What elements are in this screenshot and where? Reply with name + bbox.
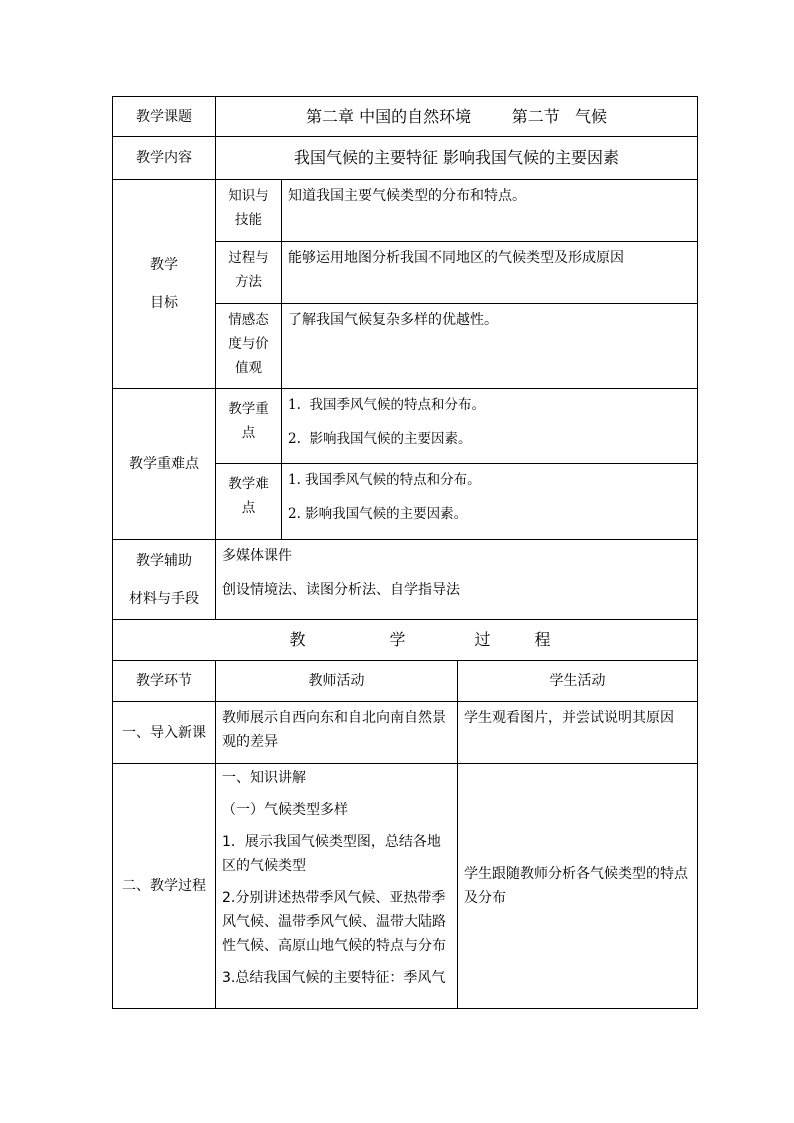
- goal-label-knowledge: [216, 180, 282, 242]
- process-title-char: 过: [474, 630, 491, 649]
- goal-label-line: 度与价: [228, 336, 269, 352]
- goals-label: [113, 180, 216, 389]
- stage-main: 二、教学过程: [113, 764, 216, 1009]
- process-title-row: [113, 620, 698, 661]
- goal-label-line: 情感态: [228, 312, 269, 328]
- goals-label-line1: 教学: [150, 257, 178, 273]
- lesson-plan-table: [112, 96, 698, 1009]
- focus-item: 1. 我国季风气候的特点和分布。: [288, 397, 485, 413]
- process-header-row: [113, 661, 698, 702]
- col-teacher: 教师活动: [216, 661, 458, 702]
- process-title-char: 学: [389, 630, 406, 649]
- process-row-main: [113, 764, 698, 1009]
- goal-row-knowledge: [113, 180, 698, 242]
- goal-label-emotion: [216, 304, 282, 389]
- topic-row: [113, 97, 698, 137]
- col-stage: 教学环节: [113, 661, 216, 702]
- process-row-intro: [113, 702, 698, 764]
- process-title: [113, 620, 698, 661]
- goal-label-line: 知识与: [228, 188, 269, 204]
- teacher-step: 3.总结我国气候的主要特征：季风气: [222, 970, 446, 986]
- goal-label-line: 过程与: [228, 250, 269, 266]
- goal-text-emotion: 了解我国气候复杂多样的优越性。: [282, 304, 698, 389]
- col-student: 学生活动: [458, 661, 698, 702]
- goal-label-line: 值观: [235, 360, 262, 376]
- difficulty-label-line: 点: [241, 500, 256, 516]
- student-main: 学生跟随教师分析各气候类型的特点及分布: [458, 764, 698, 1009]
- focus-label-line: 教学重: [228, 401, 269, 417]
- content-row: [113, 137, 698, 180]
- focus-label-line: 点: [241, 425, 256, 441]
- topic-value: 第二章 中国的自然环境 第二节 气候: [216, 97, 698, 137]
- aids-list: [216, 540, 698, 620]
- teacher-step: 一、知识讲解: [222, 770, 306, 786]
- goal-text-process: 能够运用地图分析我国不同地区的气候类型及形成原因: [282, 242, 698, 304]
- teacher-step: （一）气候类型多样: [222, 802, 348, 818]
- teacher-step: 2.分别讲述热带季风气候、亚热带季风气候、温带季风气候、温带大陆路性气候、高原山地气候的特点与分布: [222, 890, 446, 954]
- difficulty-label-line: 教学难: [228, 476, 269, 492]
- focus-item: 2. 影响我国气候的主要因素。: [288, 431, 472, 447]
- aids-label-line: 材料与手段: [129, 590, 199, 607]
- topic-label: 教学课题: [113, 97, 216, 137]
- difficulty-item: 1. 我国季风气候的特点和分布。: [288, 472, 481, 488]
- focus-list: [282, 389, 698, 464]
- aids-label: [113, 540, 216, 620]
- process-title-char: 教: [289, 630, 306, 649]
- process-title-char: 程: [534, 630, 551, 649]
- keypoints-label: 教学重难点: [113, 389, 216, 540]
- difficulty-item: 2. 影响我国气候的主要因素。: [288, 506, 468, 522]
- goal-label-line: 方法: [235, 274, 262, 290]
- stage-intro: 一、导入新课: [113, 702, 216, 764]
- content-label: 教学内容: [113, 137, 216, 180]
- goal-text-knowledge: 知道我国主要气候类型的分布和特点。: [282, 180, 698, 242]
- aids-item: 多媒体课件: [222, 548, 292, 564]
- focus-row: [113, 389, 698, 464]
- goal-label-process: [216, 242, 282, 304]
- teacher-main: [216, 764, 458, 1009]
- focus-label: [216, 389, 282, 464]
- goals-label-line2: 目标: [150, 295, 178, 311]
- aids-item: 创设情境法、读图分析法、自学指导法: [222, 582, 460, 598]
- difficulty-label: [216, 464, 282, 540]
- teacher-intro: 教师展示自西向东和自北向南自然景观的差异: [216, 702, 458, 764]
- student-intro: 学生观看图片，并尝试说明其原因: [458, 702, 698, 764]
- content-value: 我国气候的主要特征 影响我国气候的主要因素: [216, 137, 698, 180]
- difficulty-list: [282, 464, 698, 540]
- aids-row: [113, 540, 698, 620]
- goal-label-line: 技能: [235, 212, 262, 228]
- aids-label-line: 教学辅助: [136, 552, 192, 569]
- teacher-step: 1．展示我国气候类型图，总结各地区的气候类型: [222, 834, 441, 874]
